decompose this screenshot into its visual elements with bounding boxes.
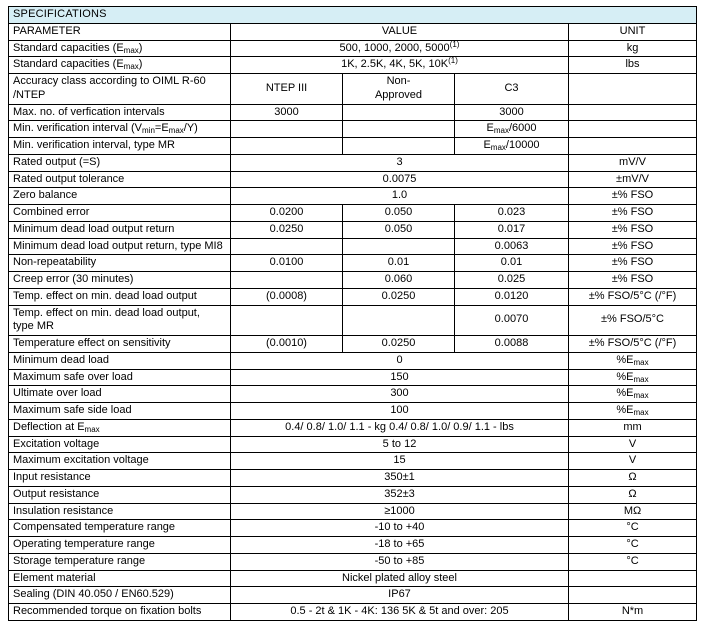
row-value-col3: $E_{max}/6000$ <box>455 121 569 138</box>
row-unit <box>569 570 697 587</box>
row-unit: MΩ <box>569 503 697 520</box>
table-row <box>9 336 697 353</box>
header-value: VALUE <box>231 23 569 40</box>
row-value-col3: C3 <box>455 74 569 105</box>
row-unit: ±% FSO <box>569 272 697 289</box>
row-value-col2: 0.050 <box>343 221 455 238</box>
row-value: 0.4/ 0.8/ 1.0/ 1.1 - kg 0.4/ 0.8/ 1.0/ 0.9/ 1.1 - lbs <box>231 419 569 436</box>
table-row <box>9 238 697 255</box>
row-param: Storage temperature range <box>9 553 231 570</box>
table-row <box>9 57 697 74</box>
table-row <box>9 553 697 570</box>
row-value: IP67 <box>231 587 569 604</box>
row-unit: ±% FSO <box>569 221 697 238</box>
row-value: 100 <box>231 403 569 420</box>
row-unit: °C <box>569 553 697 570</box>
row-value: 300 <box>231 386 569 403</box>
row-unit: V <box>569 436 697 453</box>
table-row <box>9 272 697 289</box>
row-param: Insulation resistance <box>9 503 231 520</box>
row-param: Min. verification interval $(V_{min}=E_{max}/Y)$ <box>9 121 231 138</box>
row-value-col1 <box>231 305 343 336</box>
header-parameter: PARAMETER <box>9 23 231 40</box>
row-param: Standard capacities $(E_{max})$ <box>9 40 231 57</box>
header-unit: UNIT <box>569 23 697 40</box>
row-param: Rated output tolerance <box>9 171 231 188</box>
row-unit: ±% FSO/5°C (/°F) <box>569 288 697 305</box>
row-value: 0.0075 <box>231 171 569 188</box>
row-unit <box>569 138 697 155</box>
row-unit: Ω <box>569 486 697 503</box>
row-unit: N*m <box>569 604 697 621</box>
row-unit: kg <box>569 40 697 57</box>
row-param: Non-repeatability <box>9 255 231 272</box>
row-unit: V <box>569 453 697 470</box>
table-row <box>9 486 697 503</box>
row-value-col1: 0.0100 <box>231 255 343 272</box>
row-value: -18 to +65 <box>231 537 569 554</box>
row-param: Input resistance <box>9 470 231 487</box>
row-value: 1K, 2.5K, 4K, 5K, $10K^{(1)}$ <box>231 57 569 74</box>
table-row <box>9 74 697 105</box>
table-row <box>9 386 697 403</box>
row-param: Ultimate over load <box>9 386 231 403</box>
row-value-col2 <box>343 104 455 121</box>
row-value-col3: 0.0088 <box>455 336 569 353</box>
row-param: Sealing (DIN 40.050 / EN60.529) <box>9 587 231 604</box>
row-value-col2: Non- Approved <box>343 74 455 105</box>
table-title-row <box>9 7 697 24</box>
row-value-col1 <box>231 272 343 289</box>
row-value-col3: 0.0120 <box>455 288 569 305</box>
row-param: Rated output (=S) <box>9 154 231 171</box>
row-value-col2: 0.01 <box>343 255 455 272</box>
row-param: Recommended torque on fixation bolts <box>9 604 231 621</box>
row-value-col1: (0.0010) <box>231 336 343 353</box>
row-value: 1.0 <box>231 188 569 205</box>
row-param: Accuracy class according to OIML R-60 /NTEP <box>9 74 231 105</box>
row-value-col2: 0.0250 <box>343 336 455 353</box>
row-param: Maximum safe over load <box>9 369 231 386</box>
row-value-col1: 0.0200 <box>231 205 343 222</box>
row-value-col2 <box>343 238 455 255</box>
row-unit: $\%E_{max}$ <box>569 386 697 403</box>
row-value-col1: 3000 <box>231 104 343 121</box>
row-value-col1 <box>231 238 343 255</box>
table-row <box>9 503 697 520</box>
row-param: Operating temperature range <box>9 537 231 554</box>
row-unit: lbs <box>569 57 697 74</box>
table-row <box>9 305 697 336</box>
row-value-col2: 0.050 <box>343 205 455 222</box>
table-row <box>9 40 697 57</box>
row-unit: °C <box>569 537 697 554</box>
table-row <box>9 104 697 121</box>
row-value: 15 <box>231 453 569 470</box>
row-param: Min. verification interval, type MR <box>9 138 231 155</box>
row-unit: $\%E_{max}$ <box>569 403 697 420</box>
row-unit: mV/V <box>569 154 697 171</box>
specifications-table <box>8 6 697 621</box>
table-row <box>9 419 697 436</box>
row-param: Minimum dead load output return, type MI8 <box>9 238 231 255</box>
row-value-col2 <box>343 121 455 138</box>
row-unit: $\%E_{max}$ <box>569 352 697 369</box>
row-value: 3 <box>231 154 569 171</box>
row-value: 352±3 <box>231 486 569 503</box>
row-value: Nickel plated alloy steel <box>231 570 569 587</box>
table-row <box>9 121 697 138</box>
row-value-col3: 0.0063 <box>455 238 569 255</box>
table-row <box>9 221 697 238</box>
table-row <box>9 154 697 171</box>
row-value-col3: 0.025 <box>455 272 569 289</box>
table-row <box>9 138 697 155</box>
row-value: -50 to +85 <box>231 553 569 570</box>
row-param: Output resistance <box>9 486 231 503</box>
row-value-col2: 0.0250 <box>343 288 455 305</box>
row-param: Max. no. of verfication intervals <box>9 104 231 121</box>
row-value: 350±1 <box>231 470 569 487</box>
row-param: Maximum safe side load <box>9 403 231 420</box>
table-row <box>9 352 697 369</box>
row-value-col3: 0.01 <box>455 255 569 272</box>
row-unit: Ω <box>569 470 697 487</box>
row-value-col2: 0.060 <box>343 272 455 289</box>
row-unit: ±% FSO <box>569 205 697 222</box>
row-param: Maximum excitation voltage <box>9 453 231 470</box>
table-row <box>9 453 697 470</box>
row-value-col3: 3000 <box>455 104 569 121</box>
table-row <box>9 205 697 222</box>
row-unit: ±% FSO/5°C <box>569 305 697 336</box>
row-param: Minimum dead load output return <box>9 221 231 238</box>
row-value-col3: 0.017 <box>455 221 569 238</box>
row-unit: $\%E_{max}$ <box>569 369 697 386</box>
row-unit: °C <box>569 520 697 537</box>
table-row <box>9 537 697 554</box>
table-title: SPECIFICATIONS <box>9 7 697 24</box>
row-unit <box>569 121 697 138</box>
row-param: Excitation voltage <box>9 436 231 453</box>
row-unit: ±mV/V <box>569 171 697 188</box>
row-unit: ±% FSO <box>569 238 697 255</box>
row-param: Minimum dead load <box>9 352 231 369</box>
row-param: Combined error <box>9 205 231 222</box>
row-value-col1: 0.0250 <box>231 221 343 238</box>
row-value-col1 <box>231 121 343 138</box>
table-row <box>9 171 697 188</box>
row-value: 150 <box>231 369 569 386</box>
row-param: Element material <box>9 570 231 587</box>
row-unit: ±% FSO <box>569 255 697 272</box>
row-unit <box>569 104 697 121</box>
table-row <box>9 604 697 621</box>
row-value-col2 <box>343 305 455 336</box>
row-param: Temperature effect on sensitivity <box>9 336 231 353</box>
table-row <box>9 369 697 386</box>
table-row <box>9 570 697 587</box>
row-param: Deflection at $E_{max}$ <box>9 419 231 436</box>
table-row <box>9 436 697 453</box>
row-value-col3: 0.0070 <box>455 305 569 336</box>
table-row <box>9 288 697 305</box>
table-row <box>9 188 697 205</box>
row-param: Standard capacities $(E_{max})$ <box>9 57 231 74</box>
row-unit: mm <box>569 419 697 436</box>
row-unit: ±% FSO <box>569 188 697 205</box>
row-param: Zero balance <box>9 188 231 205</box>
row-value: 500, 1000, 2000, 5000$^{(1)}$ <box>231 40 569 57</box>
row-value-col3: 0.023 <box>455 205 569 222</box>
row-param: Compensated temperature range <box>9 520 231 537</box>
row-value-col1: (0.0008) <box>231 288 343 305</box>
row-value: 5 to 12 <box>231 436 569 453</box>
table-row <box>9 470 697 487</box>
row-param: Temp. effect on min. dead load output <box>9 288 231 305</box>
row-param: Creep error (30 minutes) <box>9 272 231 289</box>
row-unit <box>569 587 697 604</box>
row-value-col1: NTEP III <box>231 74 343 105</box>
table-row <box>9 403 697 420</box>
row-value: ≥1000 <box>231 503 569 520</box>
row-value: 0.5 - 2t & 1K - 4K: 136 5K & 5t and over: 205 <box>231 604 569 621</box>
row-value: 0 <box>231 352 569 369</box>
row-param: Temp. effect on min. dead load output, type MR <box>9 305 231 336</box>
row-value-col1 <box>231 138 343 155</box>
table-header-row <box>9 23 697 40</box>
row-value-col3: $E_{max}/10000$ <box>455 138 569 155</box>
row-value: -10 to +40 <box>231 520 569 537</box>
row-unit <box>569 74 697 105</box>
row-unit: ±% FSO/5°C (/°F) <box>569 336 697 353</box>
table-row <box>9 255 697 272</box>
table-row <box>9 587 697 604</box>
row-value-col2 <box>343 138 455 155</box>
table-row <box>9 520 697 537</box>
